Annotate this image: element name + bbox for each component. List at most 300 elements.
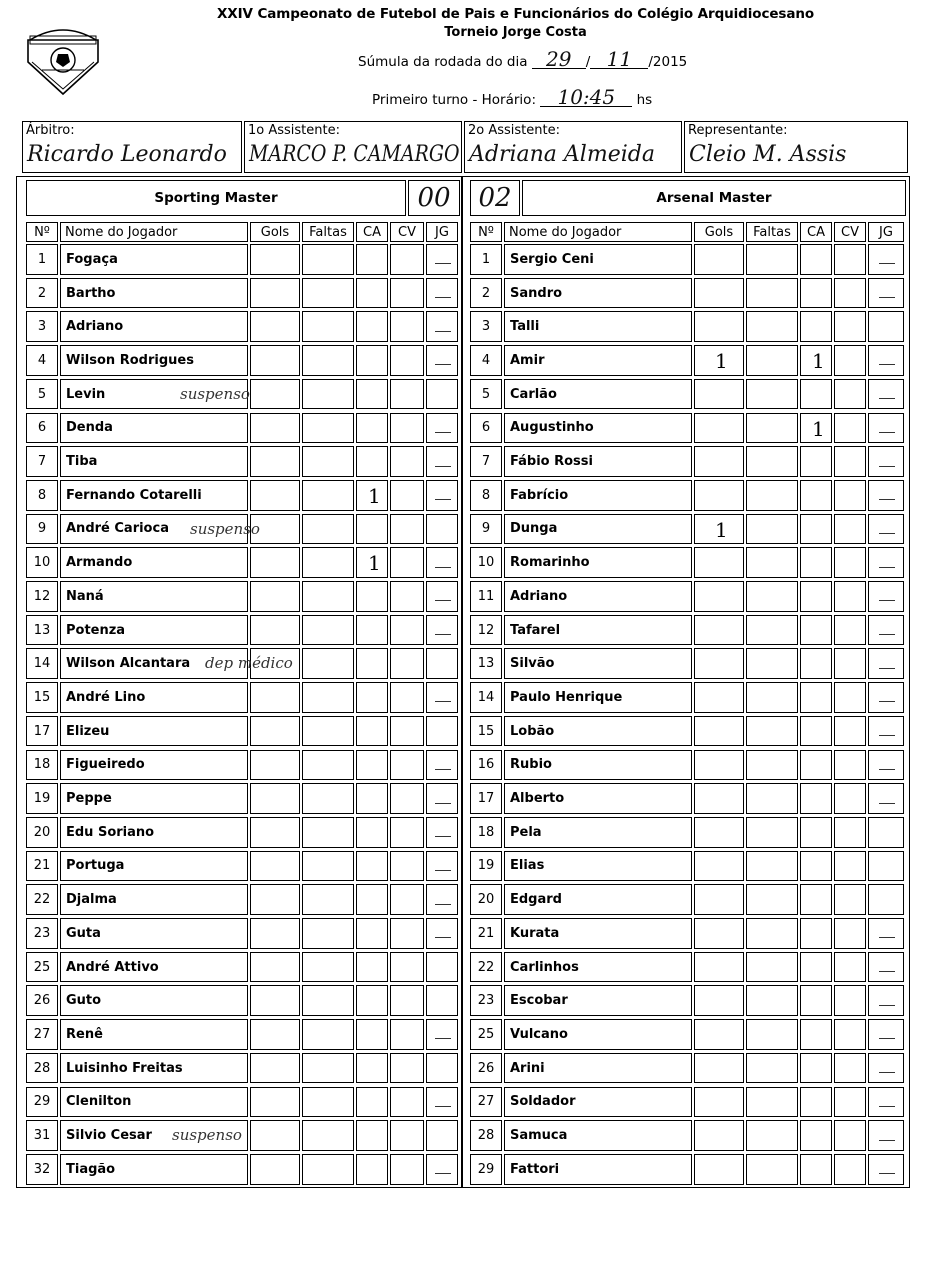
home-player-jg-cell[interactable] [426, 1120, 458, 1151]
home-player-faltas-cell[interactable] [302, 278, 354, 309]
away-player-ca-cell[interactable] [800, 345, 832, 376]
away-player-jg-cell[interactable] [868, 817, 904, 848]
home-player-ca-cell[interactable] [356, 648, 388, 679]
away-player-jg-cell[interactable] [868, 682, 904, 713]
home-player-name: Peppe [60, 783, 248, 814]
assistant-1-signature[interactable]: MARCO P. CAMARGO [249, 142, 460, 167]
home-player-cv-cell[interactable] [390, 278, 424, 309]
home-player-gols-cell[interactable] [250, 851, 300, 882]
home-player-jg-cell[interactable] [426, 1053, 458, 1084]
home-player-ca-cell[interactable] [356, 311, 388, 342]
home-player-jg-cell[interactable] [426, 446, 458, 477]
away-player-gols-cell[interactable] [694, 1154, 744, 1185]
away-player-gols-cell[interactable] [694, 716, 744, 747]
away-player-gols-cell[interactable] [694, 311, 744, 342]
away-player-ca-cell[interactable] [800, 716, 832, 747]
home-player-jg-cell[interactable] [426, 345, 458, 376]
home-player-cv-cell[interactable] [390, 1053, 424, 1084]
away-player-gols-cell[interactable] [694, 413, 744, 444]
representative-signature[interactable]: Cleio M. Assis [689, 142, 847, 167]
home-player-gols-cell[interactable] [250, 278, 300, 309]
home-player-cv-cell[interactable] [390, 750, 424, 781]
home-player-faltas-cell[interactable] [302, 1053, 354, 1084]
date-day-field[interactable]: 29 [532, 50, 586, 69]
away-player-gols-cell[interactable] [694, 514, 744, 545]
away-player-cv-cell[interactable] [834, 884, 866, 915]
away-player-cv-cell[interactable] [834, 682, 866, 713]
home-player-ca-cell[interactable] [356, 1154, 388, 1185]
away-player-gols-cell[interactable] [694, 817, 744, 848]
home-player-gols-cell[interactable] [250, 1120, 300, 1151]
away-player-ca-cell[interactable] [800, 783, 832, 814]
away-player-ca-cell[interactable] [800, 851, 832, 882]
away-player-cv-cell[interactable] [834, 750, 866, 781]
home-player-gols-cell[interactable] [250, 244, 300, 275]
home-player-ca-cell[interactable] [356, 1087, 388, 1118]
home-player-cv-cell[interactable] [390, 547, 424, 578]
away-player-cv-cell[interactable] [834, 1154, 866, 1185]
home-player-ca-cell[interactable] [356, 851, 388, 882]
home-player-faltas-cell[interactable] [302, 952, 354, 983]
away-player-cv-cell[interactable] [834, 783, 866, 814]
away-player-faltas-cell[interactable] [746, 514, 798, 545]
home-player-jg-cell[interactable] [426, 581, 458, 612]
home-player-jg-cell[interactable] [426, 985, 458, 1016]
away-player-faltas-cell[interactable] [746, 985, 798, 1016]
away-player-jg-cell[interactable] [868, 851, 904, 882]
home-player-faltas-cell[interactable] [302, 446, 354, 477]
away-player-cv-cell[interactable] [834, 1120, 866, 1151]
home-player-cv-cell[interactable] [390, 514, 424, 545]
home-player-gols-cell[interactable] [250, 817, 300, 848]
away-player-ca-cell[interactable] [800, 311, 832, 342]
home-player-ca-cell[interactable] [356, 480, 388, 511]
home-player-jg-cell[interactable] [426, 952, 458, 983]
home-player-faltas-cell[interactable] [302, 1120, 354, 1151]
away-player-cv-cell[interactable] [834, 244, 866, 275]
away-player-ca-cell[interactable] [800, 648, 832, 679]
home-player-jg-cell[interactable] [426, 480, 458, 511]
away-player-gols-cell[interactable] [694, 851, 744, 882]
away-player-jg-cell[interactable] [868, 278, 904, 309]
away-player-faltas-cell[interactable] [746, 480, 798, 511]
away-player-gols-cell[interactable] [694, 918, 744, 949]
away-player-faltas-cell[interactable] [746, 345, 798, 376]
home-player-cv-cell[interactable] [390, 379, 424, 410]
away-player-name: Elias [504, 851, 692, 882]
home-player-cv-cell[interactable] [390, 1154, 424, 1185]
away-player-ca-cell[interactable] [800, 278, 832, 309]
away-player-jg-cell[interactable] [868, 1154, 904, 1185]
home-player-faltas-cell[interactable] [302, 884, 354, 915]
played-mark [435, 904, 451, 905]
away-player-faltas-cell[interactable] [746, 1053, 798, 1084]
away-player-gols-cell[interactable] [694, 345, 744, 376]
away-player-faltas-cell[interactable] [746, 1154, 798, 1185]
away-player-jg-cell[interactable] [868, 1019, 904, 1050]
away-player-jg-cell[interactable] [868, 345, 904, 376]
away-player-name: Vulcano [504, 1019, 692, 1050]
home-player-faltas-cell[interactable] [302, 648, 354, 679]
away-player-faltas-cell[interactable] [746, 851, 798, 882]
away-player-jg-cell[interactable] [868, 783, 904, 814]
representative-label: Representante: [688, 123, 788, 138]
home-player-faltas-cell[interactable] [302, 311, 354, 342]
away-player-jg-cell[interactable] [868, 716, 904, 747]
away-player-jg-cell[interactable] [868, 750, 904, 781]
home-player-gols-cell[interactable] [250, 480, 300, 511]
home-player-cv-cell[interactable] [390, 244, 424, 275]
away-player-gols-cell[interactable] [694, 615, 744, 646]
home-player-gols-cell[interactable] [250, 884, 300, 915]
home-player-faltas-cell[interactable] [302, 547, 354, 578]
away-player-jg-cell[interactable] [868, 413, 904, 444]
home-player-cv-cell[interactable] [390, 1087, 424, 1118]
away-player-jg-cell[interactable] [868, 1120, 904, 1151]
away-player-faltas-cell[interactable] [746, 682, 798, 713]
home-player-jg-cell[interactable] [426, 547, 458, 578]
home-player-faltas-cell[interactable] [302, 985, 354, 1016]
away-player-cv-cell[interactable] [834, 480, 866, 511]
away-player-cv-cell[interactable] [834, 278, 866, 309]
home-player-gols-cell[interactable] [250, 446, 300, 477]
home-player-gols-cell[interactable] [250, 547, 300, 578]
away-player-faltas-cell[interactable] [746, 918, 798, 949]
away-player-faltas-cell[interactable] [746, 413, 798, 444]
away-player-cv-cell[interactable] [834, 311, 866, 342]
home-player-jg-cell[interactable] [426, 851, 458, 882]
home-player-ca-cell[interactable] [356, 379, 388, 410]
home-player-cv-cell[interactable] [390, 311, 424, 342]
home-player-cv-cell[interactable] [390, 615, 424, 646]
away-player-cv-cell[interactable] [834, 648, 866, 679]
home-player-ca-cell[interactable] [356, 716, 388, 747]
home-player-cv-cell[interactable] [390, 345, 424, 376]
home-player-faltas-cell[interactable] [302, 1154, 354, 1185]
away-player-cv-cell[interactable] [834, 952, 866, 983]
home-player-faltas-cell[interactable] [302, 750, 354, 781]
away-player-faltas-cell[interactable] [746, 716, 798, 747]
away-player-faltas-cell[interactable] [746, 379, 798, 410]
home-player-jg-cell[interactable] [426, 682, 458, 713]
home-player-ca-cell[interactable] [356, 952, 388, 983]
home-player-ca-cell[interactable] [356, 1120, 388, 1151]
away-player-jg-cell[interactable] [868, 446, 904, 477]
away-player-jg-cell[interactable] [868, 648, 904, 679]
away-player-cv-cell[interactable] [834, 514, 866, 545]
home-player-gols-cell[interactable] [250, 1154, 300, 1185]
away-player-faltas-cell[interactable] [746, 648, 798, 679]
home-player-cv-cell[interactable] [390, 581, 424, 612]
away-player-gols-cell[interactable] [694, 952, 744, 983]
home-player-jg-cell[interactable] [426, 716, 458, 747]
away-player-cv-cell[interactable] [834, 918, 866, 949]
away-player-faltas-cell[interactable] [746, 817, 798, 848]
away-player-ca-cell[interactable] [800, 985, 832, 1016]
away-player-gols-cell[interactable] [694, 682, 744, 713]
home-player-faltas-cell[interactable] [302, 851, 354, 882]
away-player-ca-cell[interactable] [800, 480, 832, 511]
home-player-jg-cell[interactable] [426, 918, 458, 949]
away-player-faltas-cell[interactable] [746, 244, 798, 275]
away-player-jg-cell[interactable] [868, 884, 904, 915]
away-player-ca-cell[interactable] [800, 1087, 832, 1118]
home-player-ca-cell[interactable] [356, 413, 388, 444]
home-player-ca-cell[interactable] [356, 244, 388, 275]
home-player-jg-cell[interactable] [426, 514, 458, 545]
away-player-jg-cell[interactable] [868, 952, 904, 983]
away-player-ca-cell[interactable] [800, 918, 832, 949]
away-player-ca-cell[interactable] [800, 682, 832, 713]
home-player-cv-cell[interactable] [390, 985, 424, 1016]
home-player-faltas-cell[interactable] [302, 480, 354, 511]
away-player-gols-cell[interactable] [694, 1087, 744, 1118]
home-player-jg-cell[interactable] [426, 311, 458, 342]
away-player-cv-cell[interactable] [834, 985, 866, 1016]
away-player-ca-cell[interactable] [800, 244, 832, 275]
home-player-faltas-cell[interactable] [302, 379, 354, 410]
home-player-jg-cell[interactable] [426, 413, 458, 444]
home-player-faltas-cell[interactable] [302, 682, 354, 713]
home-player-cv-cell[interactable] [390, 1120, 424, 1151]
home-player-cv-cell[interactable] [390, 682, 424, 713]
home-player-ca-cell[interactable] [356, 1019, 388, 1050]
home-player-faltas-cell[interactable] [302, 783, 354, 814]
home-player-jg-cell[interactable] [426, 244, 458, 275]
away-player-ca-cell[interactable] [800, 581, 832, 612]
away-player-gols-cell[interactable] [694, 648, 744, 679]
home-player-cv-cell[interactable] [390, 918, 424, 949]
away-player-gols-cell[interactable] [694, 750, 744, 781]
away-player-jg-cell[interactable] [868, 985, 904, 1016]
away-player-ca-cell[interactable] [800, 547, 832, 578]
home-player-faltas-cell[interactable] [302, 244, 354, 275]
away-player-cv-cell[interactable] [834, 413, 866, 444]
away-player-ca-cell[interactable] [800, 1053, 832, 1084]
home-player-cv-cell[interactable] [390, 783, 424, 814]
away-player-cv-cell[interactable] [834, 581, 866, 612]
away-player-gols-cell[interactable] [694, 581, 744, 612]
home-player-faltas-cell[interactable] [302, 1087, 354, 1118]
away-player-gols-cell[interactable] [694, 1053, 744, 1084]
away-player-cv-cell[interactable] [834, 817, 866, 848]
away-player-jg-cell[interactable] [868, 514, 904, 545]
away-player-faltas-cell[interactable] [746, 783, 798, 814]
home-player-ca-cell[interactable] [356, 278, 388, 309]
home-player-cv-cell[interactable] [390, 884, 424, 915]
home-player-jg-cell[interactable] [426, 750, 458, 781]
away-player-ca-cell[interactable] [800, 750, 832, 781]
away-player-gols-cell[interactable] [694, 244, 744, 275]
home-player-jg-cell[interactable] [426, 817, 458, 848]
away-player-ca-cell[interactable] [800, 615, 832, 646]
away-player-cv-cell[interactable] [834, 446, 866, 477]
home-player-faltas-cell[interactable] [302, 514, 354, 545]
away-player-cv-cell[interactable] [834, 345, 866, 376]
home-player-ca-cell[interactable] [356, 682, 388, 713]
home-player-ca-cell[interactable] [356, 918, 388, 949]
home-player-jg-cell[interactable] [426, 615, 458, 646]
away-player-cv-cell[interactable] [834, 716, 866, 747]
date-month-field[interactable]: 11 [590, 50, 648, 69]
away-player-faltas-cell[interactable] [746, 952, 798, 983]
away-player-jg-cell[interactable] [868, 379, 904, 410]
away-player-faltas-cell[interactable] [746, 547, 798, 578]
away-player-ca-cell[interactable] [800, 1120, 832, 1151]
home-player-faltas-cell[interactable] [302, 581, 354, 612]
home-player-faltas-cell[interactable] [302, 817, 354, 848]
away-player-number: 16 [470, 750, 502, 781]
document-title: XXIV Campeonato de Futebol de Pais e Funcionários do Colégio Arquidiocesano [216, 6, 815, 22]
home-player-jg-cell[interactable] [426, 379, 458, 410]
home-player-ca-cell[interactable] [356, 345, 388, 376]
away-player-jg-cell[interactable] [868, 918, 904, 949]
home-player-gols-cell[interactable] [250, 985, 300, 1016]
home-player-ca-cell[interactable] [356, 783, 388, 814]
away-player-cv-cell[interactable] [834, 1053, 866, 1084]
home-player-faltas-cell[interactable] [302, 345, 354, 376]
home-team-score[interactable]: 00 [408, 180, 460, 216]
away-player-jg-cell[interactable] [868, 311, 904, 342]
played-mark [435, 701, 451, 702]
home-player-gols-cell[interactable] [250, 682, 300, 713]
away-player-cv-cell[interactable] [834, 379, 866, 410]
away-player-jg-cell[interactable] [868, 480, 904, 511]
home-player-ca-cell[interactable] [356, 446, 388, 477]
away-player-jg-cell[interactable] [868, 547, 904, 578]
home-player-cv-cell[interactable] [390, 817, 424, 848]
home-player-cv-cell[interactable] [390, 851, 424, 882]
home-player-gols-cell[interactable] [250, 750, 300, 781]
home-player-ca-cell[interactable] [356, 615, 388, 646]
away-player-gols-cell[interactable] [694, 480, 744, 511]
away-player-gols-cell[interactable] [694, 379, 744, 410]
home-player-jg-cell[interactable] [426, 1019, 458, 1050]
home-player-ca-cell[interactable] [356, 581, 388, 612]
home-player-cv-cell[interactable] [390, 446, 424, 477]
away-player-gols-cell[interactable] [694, 985, 744, 1016]
away-player-faltas-cell[interactable] [746, 750, 798, 781]
home-player-jg-cell[interactable] [426, 1087, 458, 1118]
referee-signature[interactable]: Ricardo Leonardo [27, 142, 227, 167]
away-player-jg-cell[interactable] [868, 1053, 904, 1084]
home-player-cv-cell[interactable] [390, 1019, 424, 1050]
home-player-jg-cell[interactable] [426, 278, 458, 309]
home-player-cv-cell[interactable] [390, 480, 424, 511]
away-player-ca-cell[interactable] [800, 1019, 832, 1050]
home-player-gols-cell[interactable] [250, 783, 300, 814]
home-player-ca-cell[interactable] [356, 1053, 388, 1084]
home-player-gols-cell[interactable] [250, 918, 300, 949]
away-player-faltas-cell[interactable] [746, 311, 798, 342]
home-player-ca-cell[interactable] [356, 817, 388, 848]
away-player-gols-cell[interactable] [694, 783, 744, 814]
home-player-jg-cell[interactable] [426, 783, 458, 814]
away-player-jg-cell[interactable] [868, 581, 904, 612]
away-player-ca-cell[interactable] [800, 817, 832, 848]
home-player-number: 2 [26, 278, 58, 309]
home-player-gols-cell[interactable] [250, 1019, 300, 1050]
away-player-gols-cell[interactable] [694, 1019, 744, 1050]
home-player-gols-cell[interactable] [250, 615, 300, 646]
home-player-cv-cell[interactable] [390, 716, 424, 747]
played-mark [435, 600, 451, 601]
home-player-gols-cell[interactable] [250, 311, 300, 342]
home-player-gols-cell[interactable] [250, 1053, 300, 1084]
away-player-faltas-cell[interactable] [746, 278, 798, 309]
away-player-gols-cell[interactable] [694, 547, 744, 578]
home-player-ca-cell[interactable] [356, 884, 388, 915]
away-player-faltas-cell[interactable] [746, 1087, 798, 1118]
home-player-ca-cell[interactable] [356, 750, 388, 781]
match-time-field[interactable]: 10:45 [540, 88, 632, 107]
away-player-cv-cell[interactable] [834, 1087, 866, 1118]
home-player-faltas-cell[interactable] [302, 615, 354, 646]
home-player-gols-cell[interactable] [250, 1087, 300, 1118]
home-player-jg-cell[interactable] [426, 884, 458, 915]
away-team-score[interactable]: 02 [470, 180, 520, 216]
home-player-faltas-cell[interactable] [302, 413, 354, 444]
home-player-faltas-cell[interactable] [302, 1019, 354, 1050]
home-player-ca-cell[interactable] [356, 514, 388, 545]
home-player-faltas-cell[interactable] [302, 716, 354, 747]
away-player-cv-cell[interactable] [834, 615, 866, 646]
home-player-jg-cell[interactable] [426, 648, 458, 679]
home-player-name: Potenza [60, 615, 248, 646]
away-player-faltas-cell[interactable] [746, 884, 798, 915]
home-player-jg-cell[interactable] [426, 1154, 458, 1185]
home-player-gols-cell[interactable] [250, 413, 300, 444]
away-player-ca-cell[interactable] [800, 952, 832, 983]
away-player-faltas-cell[interactable] [746, 446, 798, 477]
away-player-ca-cell[interactable] [800, 514, 832, 545]
away-player-cv-cell[interactable] [834, 547, 866, 578]
home-player-gols-cell[interactable] [250, 581, 300, 612]
home-player-cv-cell[interactable] [390, 648, 424, 679]
away-player-faltas-cell[interactable] [746, 581, 798, 612]
away-player-gols-cell[interactable] [694, 278, 744, 309]
away-player-name: Fábio Rossi [504, 446, 692, 477]
away-player-jg-cell[interactable] [868, 244, 904, 275]
home-player-gols-cell[interactable] [250, 379, 300, 410]
home-player-ca-cell[interactable] [356, 547, 388, 578]
home-player-ca-cell[interactable] [356, 985, 388, 1016]
away-player-jg-cell[interactable] [868, 1087, 904, 1118]
away-player-gols-cell[interactable] [694, 446, 744, 477]
away-player-gols-cell[interactable] [694, 884, 744, 915]
away-player-faltas-cell[interactable] [746, 615, 798, 646]
away-player-gols-cell[interactable] [694, 1120, 744, 1151]
away-player-jg-cell[interactable] [868, 615, 904, 646]
home-player-gols-cell[interactable] [250, 716, 300, 747]
away-player-ca-cell[interactable] [800, 446, 832, 477]
home-player-cv-cell[interactable] [390, 413, 424, 444]
home-player-cv-cell[interactable] [390, 952, 424, 983]
away-player-faltas-cell[interactable] [746, 1120, 798, 1151]
away-player-cv-cell[interactable] [834, 1019, 866, 1050]
home-player-gols-cell[interactable] [250, 345, 300, 376]
assistant-2-signature[interactable]: Adriana Almeida [469, 142, 655, 167]
home-player-name: André Carioca [60, 514, 248, 545]
home-player-gols-cell[interactable] [250, 952, 300, 983]
away-player-ca-cell[interactable] [800, 413, 832, 444]
away-player-ca-cell[interactable] [800, 884, 832, 915]
away-player-cv-cell[interactable] [834, 851, 866, 882]
away-player-faltas-cell[interactable] [746, 1019, 798, 1050]
away-player-ca-cell[interactable] [800, 379, 832, 410]
home-player-faltas-cell[interactable] [302, 918, 354, 949]
away-player-ca-cell[interactable] [800, 1154, 832, 1185]
